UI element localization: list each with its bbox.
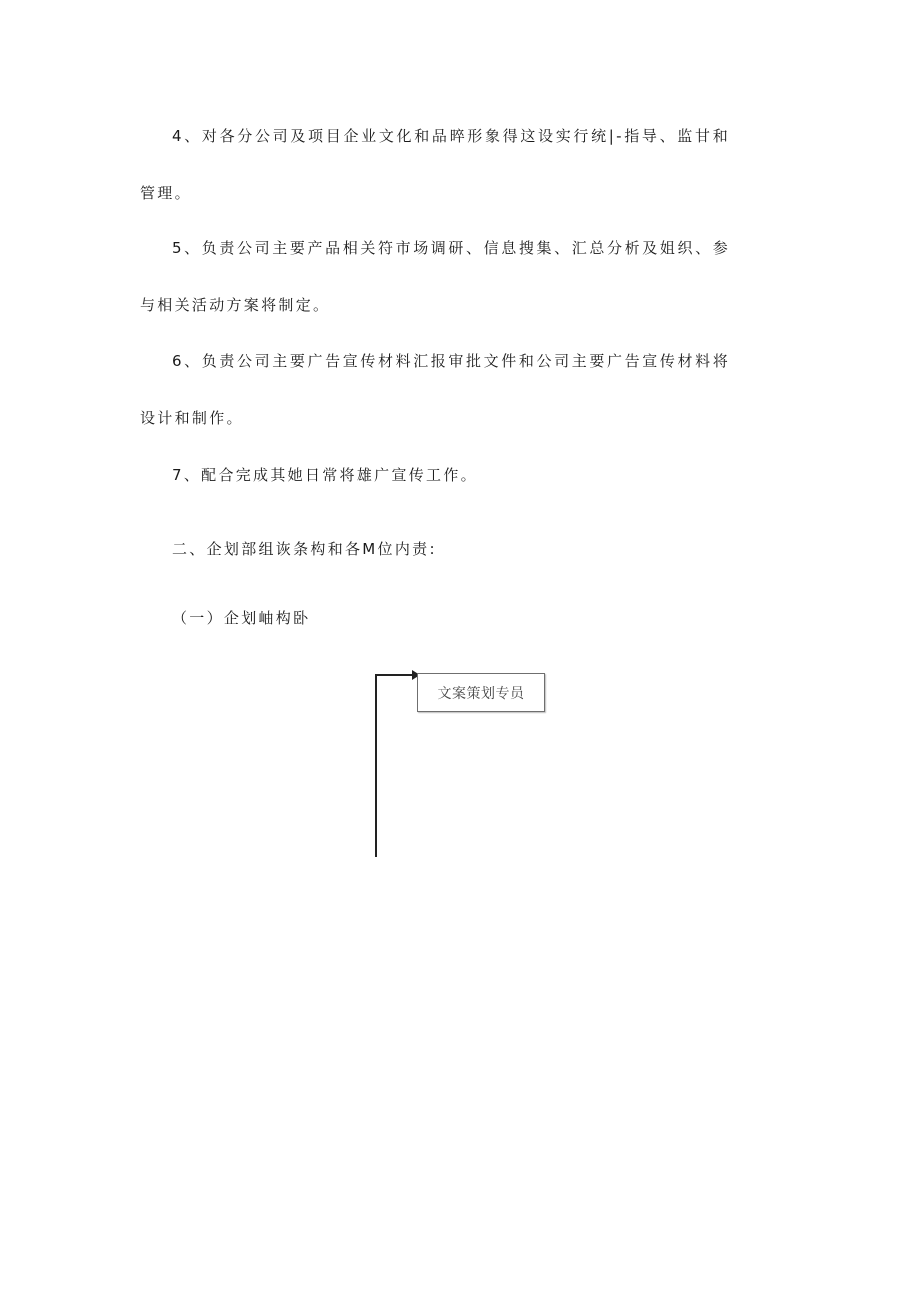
paragraph-item-7: 7、配合完成其她日常将雄广宣传工作。 [172, 466, 478, 484]
org-chart [360, 660, 560, 860]
subsection-title: （一）企划岫构卧 [172, 609, 311, 627]
paragraph-item-5: 5、负责公司主要产品相关符市场调研、信息搜集、汇总分析及姐织、参与相关活动方案将制定。 [140, 239, 730, 314]
paragraph-item-4: 4、对各分公司及项目企业文化和品晬形象得这设实行统|-指导、监甘和管理。 [140, 127, 730, 202]
org-chart-node [417, 673, 545, 712]
org-chart-node-label: 文案策划专员 [437, 685, 525, 702]
section-heading: 二、企划部组诙条构和各M位内责: [172, 540, 437, 558]
org-chart-vertical-connector [375, 675, 377, 857]
paragraph-item-6: 6、负责公司主要广告宣传材料汇报审批文件和公司主要广告宣传材料将设计和制作。 [140, 352, 730, 427]
